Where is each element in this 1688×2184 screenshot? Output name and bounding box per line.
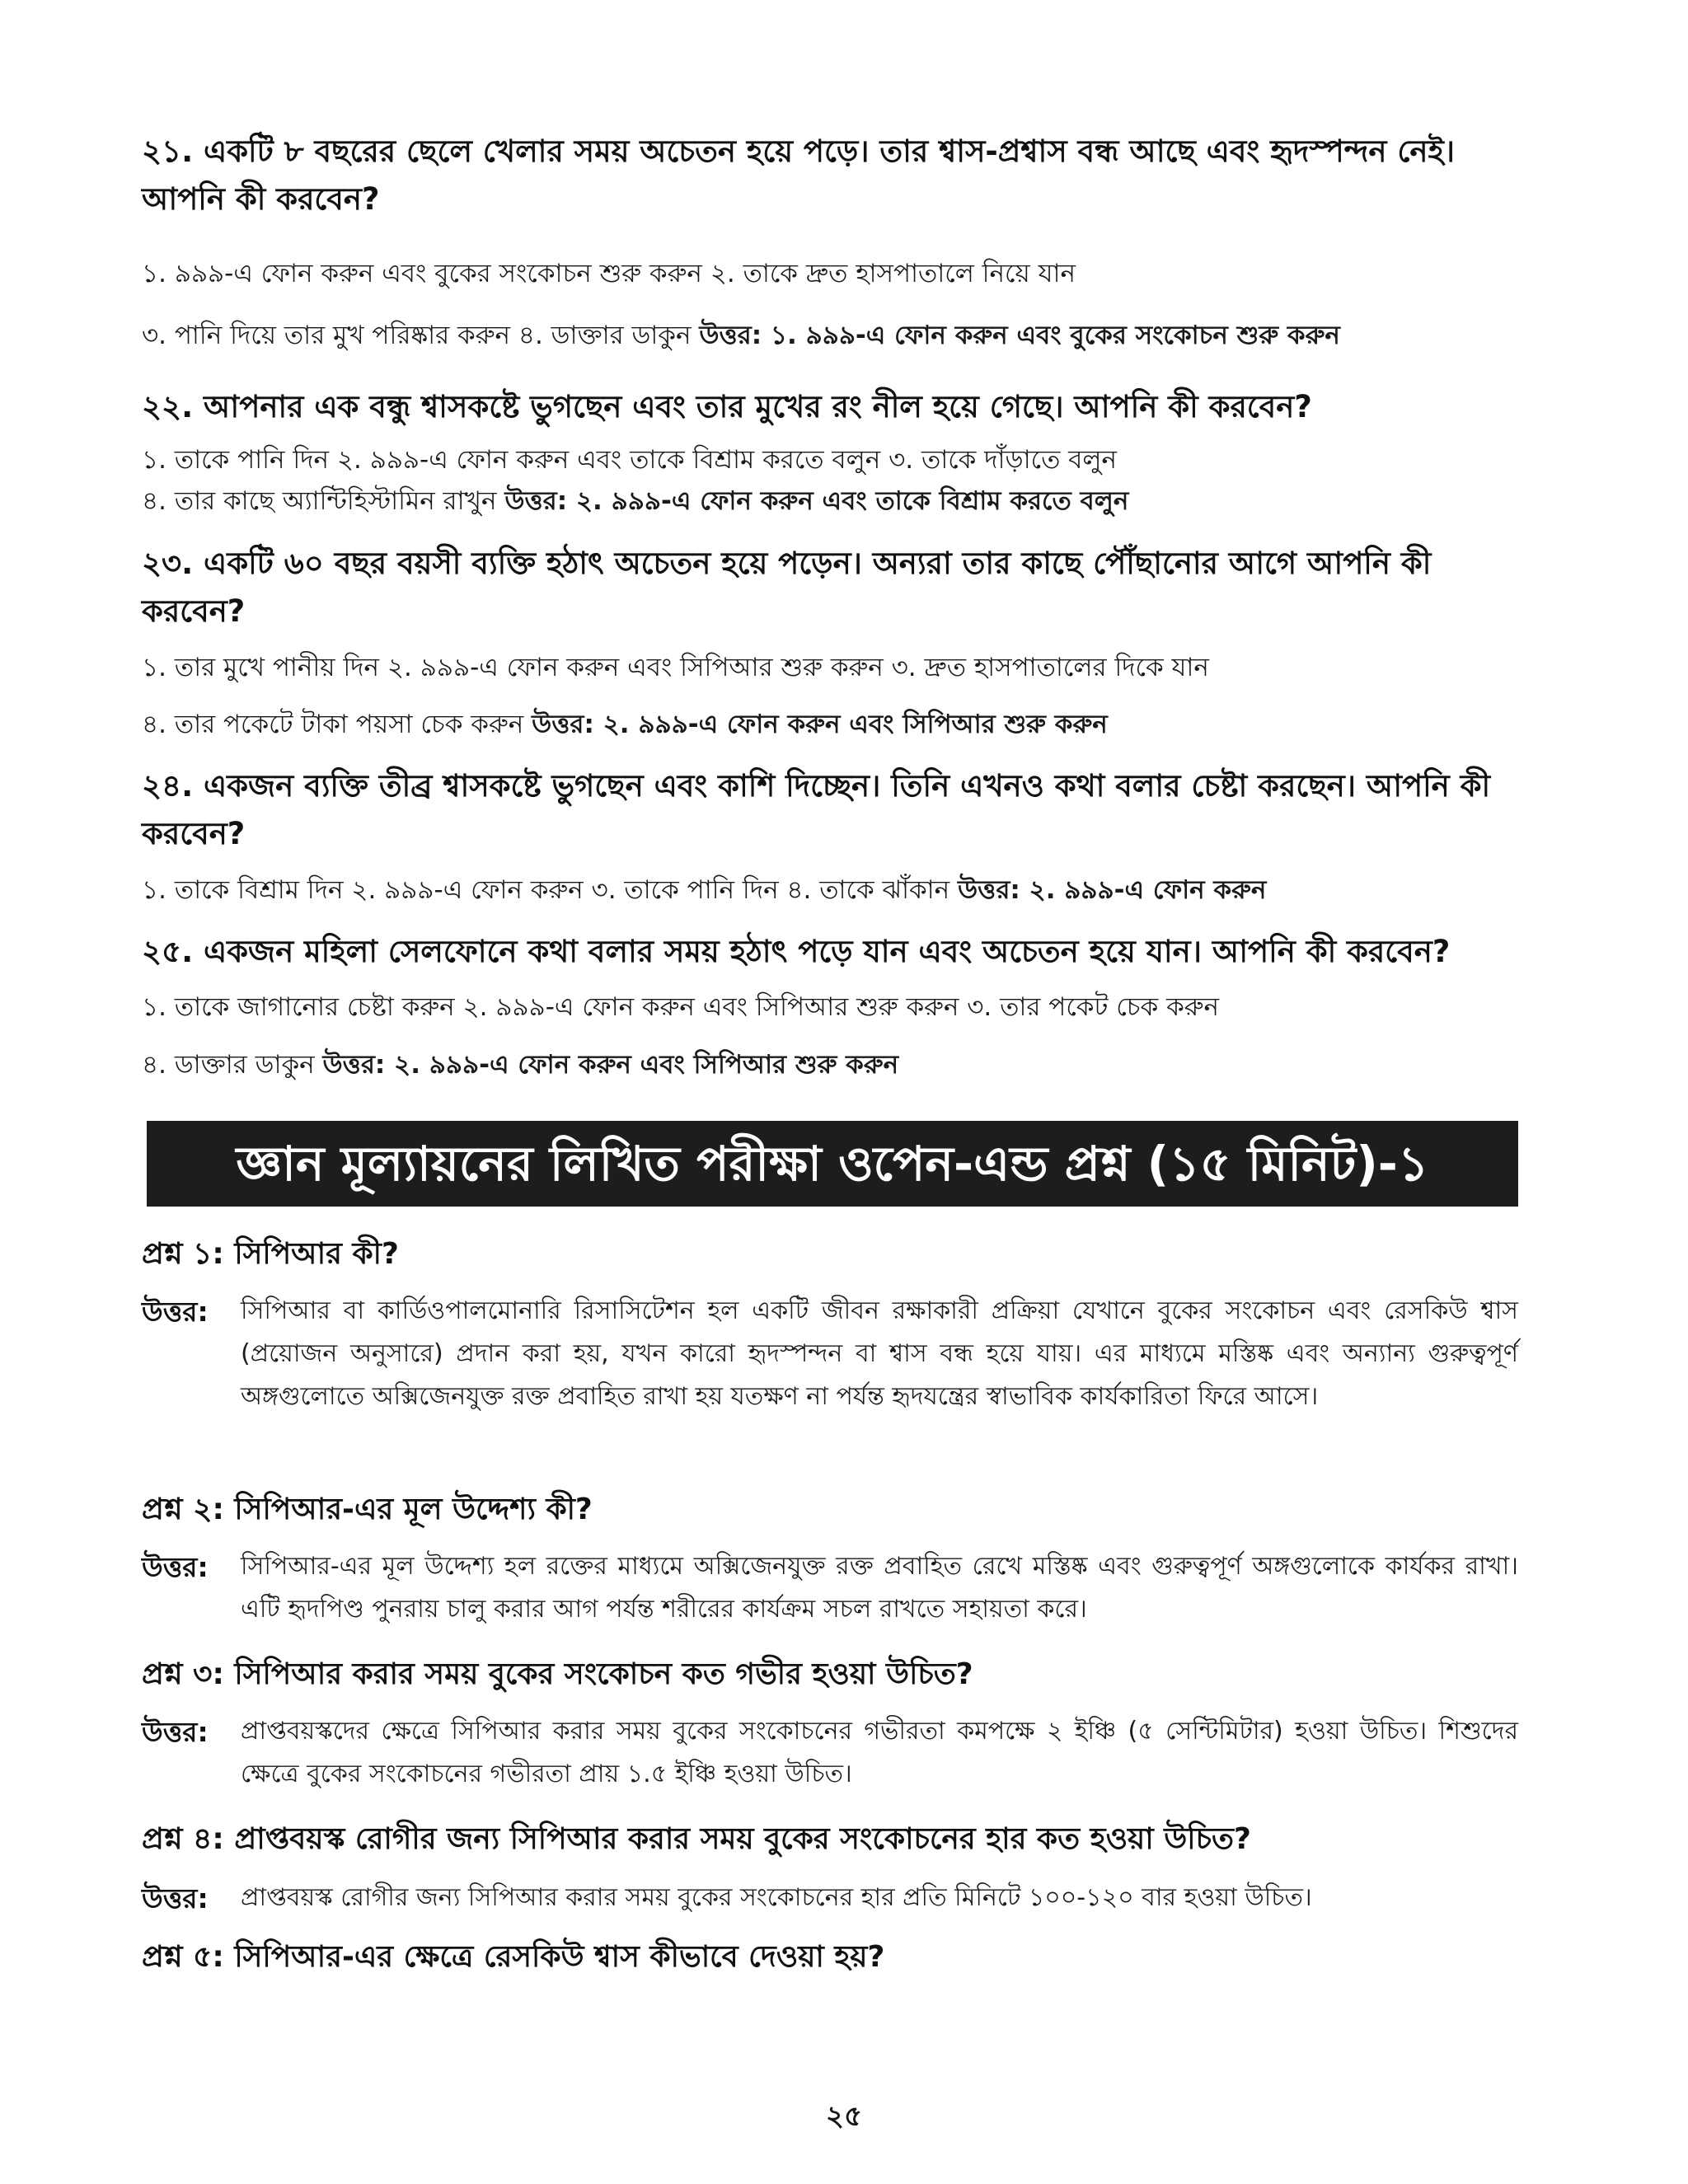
open-question-3: প্রশ্ন ৩: সিপিআর করার সময় বুকের সংকোচন কত গভীর হওয়া উচিত?	[142, 1657, 973, 1691]
mcq-question-23: ২৩. একটি ৬০ বছর বয়সী ব্যক্তি হঠাৎ অচেতন হয়ে পড়েন। অন্যরা তার কাছে পৌঁছানোর আগে আপনি কী করবেন?	[142, 546, 1432, 629]
open-answer-4: প্রাপ্তবয়স্ক রোগীর জন্য সিপিআর করার সময় বুকের সংকোচনের হার প্রতি মিনিটে ১০০-১২০ বার হওয়া উচিত।	[241, 1883, 1312, 1912]
mcq-question-24: ২৪. একজন ব্যক্তি তীব্র শ্বাসকষ্টে ভুগছেন এবং কাশি দিচ্ছেন। তিনি এখনও কথা বলার চেষ্টা করছেন। আপনি কী করবেন?	[142, 768, 1491, 851]
mcq-question-22: ২২. আপনার এক বন্ধু শ্বাসকষ্টে ভুগছেন এবং তার মুখের রং নীল হয়ে গেছে। আপনি কী করবেন?	[142, 389, 1312, 424]
mcq-options-24-line1	[142, 872, 1266, 908]
mcq-options-25-line1: ১. তাকে জাগানোর চেষ্টা করুন ২. ৯৯৯-এ ফোন করুন এবং সিপিআর শুরু করুন ৩. তার পকেট চেক করুন	[142, 992, 1220, 1022]
mcq-answer-25: উত্তর: ২. ৯৯৯-এ ফোন করুন এবং সিপিআর শুরু করুন	[322, 1050, 899, 1080]
mcq-options-21-line1: ১. ৯৯৯-এ ফোন করুন এবং বুকের সংকোচন শুরু করুন ২. তাকে দ্রুত হাসপাতালে নিয়ে যান	[142, 259, 1076, 288]
open-answer-3: প্রাপ্তবয়স্কদের ক্ষেত্রে সিপিআর করার সময় বুকের সংকোচনের গভীরতা কমপক্ষে ২ ইঞ্চি (৫ সেন্টিমিটার) হওয়া উচিত। শিশুদের ক্ষেত্রে বুকের সংকোচনের গভীরতা প্রায় ১.৫ ইঞ্চি হওয়া উচিত।	[241, 1717, 1518, 1788]
mcq-options-25-text: ৪. ডাক্তার ডাকুন	[142, 1050, 315, 1080]
open-question-2: প্রশ্ন ২: সিপিআর-এর মূল উদ্দেশ্য কী?	[142, 1493, 593, 1526]
mcq-options-22-line2	[142, 483, 1128, 519]
page-number: ২৫	[825, 2100, 863, 2133]
mcq-answer-22: উত্তর: ২. ৯৯৯-এ ফোন করুন এবং তাকে বিশ্রাম করতে বলুন	[504, 486, 1129, 516]
mcq-options-22-line1: ১. তাকে পানি দিন ২. ৯৯৯-এ ফোন করুন এবং তাকে বিশ্রাম করতে বলুন ৩. তাকে দাঁড়াতে বলুন	[142, 445, 1118, 475]
open-answer-1: সিপিআর বা কার্ডিওপালমোনারি রিসাসিটেশন হল একটি জীবন রক্ষাকারী প্রক্রিয়া যেখানে বুকের সংকোচন এবং রেসকিউ শ্বাস (প্রয়োজন অনুসারে) প্রদান করা হয়, যখন কারো হৃদস্পন্দন বা শ্বাস বন্ধ হয়ে যায়। এর মাধ্যমে মস্তিষ্ক এবং অন্যান্য গুরুত্বপূর্ণ অঙ্গগুলোতে অক্সিজেনযুক্ত রক্ত প্রবাহিত রাখা হয় যতক্ষণ না পর্যন্ত হৃদযন্ত্রের স্বাভাবিক কার্যকারিতা ফিরে আসে।	[241, 1296, 1518, 1411]
mcq-answer-23: উত্তর: ২. ৯৯৯-এ ফোন করুন এবং সিপিআর শুরু করুন	[532, 710, 1108, 739]
mcq-options-21-line2	[142, 317, 1340, 354]
section-title-banner: জ্ঞান মূল্যায়নের লিখিত পরীক্ষা ওপেন-এন্ড প্রশ্ন (১৫ মিনিট)-১	[147, 1121, 1518, 1207]
mcq-options-23-text: ৪. তার পকেটে টাকা পয়সা চেক করুন	[142, 710, 524, 739]
mcq-question-25: ২৫. একজন মহিলা সেলফোনে কথা বলার সময় হঠাৎ পড়ে যান এবং অচেতন হয়ে যান। আপনি কী করবেন?	[142, 934, 1451, 969]
mcq-options-25-line2	[142, 1047, 898, 1083]
mcq-question-21: ২১. একটি ৮ বছরের ছেলে খেলার সময় অচেতন হয়ে পড়ে। তার শ্বাস-প্রশ্বাস বন্ধ আছে এবং হৃদস্পন্দন নেই। আপনি কী করবেন?	[142, 134, 1455, 217]
mcq-answer-24: উত্তর: ২. ৯৯৯-এ ফোন করুন	[958, 875, 1267, 905]
mcq-options-21-text: ৩. পানি দিয়ে তার মুখ পরিষ্কার করুন ৪. ডাক্তার ডাকুন	[142, 321, 692, 350]
mcq-options-23-line1: ১. তার মুখে পানীয় দিন ২. ৯৯৯-এ ফোন করুন এবং সিপিআর শুরু করুন ৩. দ্রুত হাসপাতালের দিকে যান	[142, 653, 1209, 682]
answer-label-4: উত্তর:	[142, 1882, 209, 1915]
open-question-5: প্রশ্ন ৫: সিপিআর-এর ক্ষেত্রে রেসকিউ শ্বাস কীভাবে দেওয়া হয়?	[142, 1940, 885, 1974]
mcq-answer-21: উত্তর: ১. ৯৯৯-এ ফোন করুন এবং বুকের সংকোচন শুরু করুন	[699, 321, 1340, 350]
open-answer-2: সিপিআর-এর মূল উদ্দেশ্য হল রক্তের মাধ্যমে অক্সিজেনযুক্ত রক্ত প্রবাহিত রেখে মস্তিষ্ক এবং গুরুত্বপূর্ণ অঙ্গগুলোকে কার্যকর রাখা। এটি হৃদপিণ্ড পুনরায় চালু করার আগ পর্যন্ত শরীরের কার্যক্রম সচল রাখতে সহায়তা করে।	[241, 1552, 1518, 1624]
answer-label-2: উত্তর:	[142, 1551, 209, 1583]
mcq-options-22-text: ৪. তার কাছে অ্যান্টিহিস্টামিন রাখুন	[142, 486, 497, 516]
open-question-4: প্রশ্ন ৪: প্রাপ্তবয়স্ক রোগীর জন্য সিপিআর করার সময় বুকের সংকোচনের হার কত হওয়া উচিত?	[142, 1822, 1251, 1856]
mcq-options-23-line2	[142, 706, 1108, 743]
answer-label-1: উত্তর:	[142, 1296, 209, 1328]
mcq-options-24-text: ১. তাকে বিশ্রাম দিন ২. ৯৯৯-এ ফোন করুন ৩. তাকে পানি দিন ৪. তাকে ঝাঁকান	[142, 875, 950, 905]
open-question-1: প্রশ্ন ১: সিপিআর কী?	[142, 1237, 399, 1271]
answer-label-3: উত্তর:	[142, 1716, 209, 1748]
